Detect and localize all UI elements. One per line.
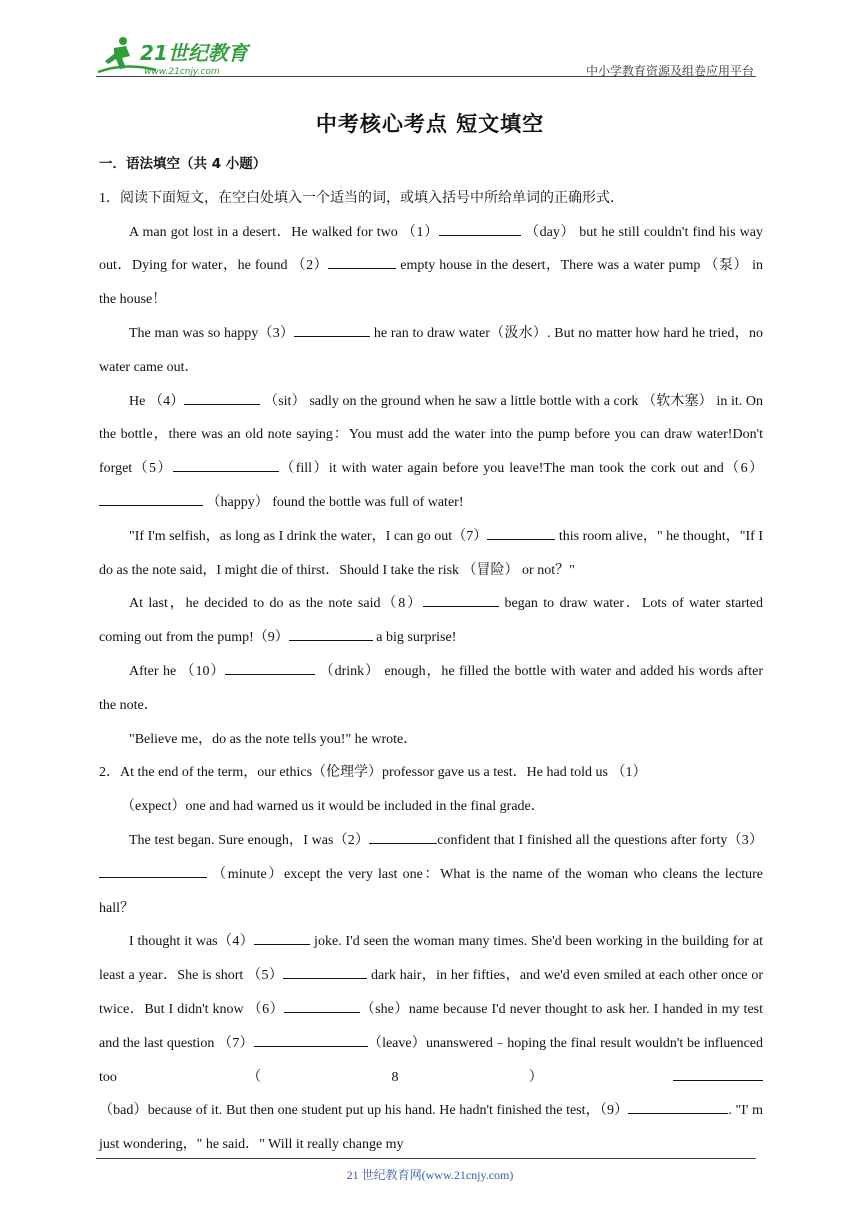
blank-7[interactable] [487,527,555,540]
section-heading: 一．语法填空（共 4 小题） [99,156,267,172]
page-title: 中考核心考点 短文填空 [315,112,545,136]
svg-text:www.21cnjy.com: www.21cnjy.com [144,67,220,77]
q2-paragraph-2: I thought it was（4） joke. I'd seen the woman many times. She'd been working in the building for at least a year．She is short （5） dark hair，in her fifties，and we'd even smiled at each other once or twice．But I didn't know （6） （she）name because I'd never thought to ask her. I handed in my test and the last question （7） （leave）unanswered﹣hoping the final result wouldn't be influenced too（8）（bad）because of it. But then one student put up his hand. He hadn't finished the test，（9） . "I' m just wondering，" he said．" Will it really change my [99,934,764,1153]
blank-2[interactable] [328,256,396,269]
q1-paragraph-6: After he （10） （drink） enough，he filled the bottle with water and added his words after the note． [99,663,763,713]
footer-divider [96,1158,756,1159]
document-body [99,148,763,1162]
q1-paragraph-1: A man got lost in a desert．He walked for two （1） （day） but he still couldn't find his way out．Dying for water，he found （2） empty house in the desert，There was a water pump （泵） in the house！ [99,224,763,308]
q2-blank-5[interactable] [283,966,367,979]
logo [96,36,266,78]
q1-instruction: 1．阅读下面短文，在空白处填入一个适当的词，或填入括号中所给单词的正确形式． [99,190,624,206]
q2-blank-6[interactable] [284,1000,360,1013]
platform-name: 中小学教育资源及组卷应用平台 [585,64,754,78]
q2-intro-cont: （expect）one and had warned us it would be included in the final grade． [121,799,545,815]
header-divider [96,76,756,77]
q2-blank-7[interactable] [254,1034,368,1047]
q2-paragraph-1: The test began. Sure enough，I was（2） confident that I finished all the questions after forty（3） （minute）except the very last one：What is the name of the woman who cleans the lecture hall？ [99,832,763,916]
blank-10[interactable] [225,662,315,675]
q2-blank-9[interactable] [628,1101,728,1114]
q1-paragraph-7: "Believe me，do as the note tells you!" he wrote． [129,731,418,747]
q2-blank-3[interactable] [99,865,207,878]
footer-link[interactable]: 21 世纪教育网(www.21cnjy.com) [346,1168,514,1182]
page-header [96,30,756,78]
blank-1[interactable] [439,223,521,236]
blank-8[interactable] [423,594,499,607]
q1-paragraph-5: At last，he decided to do as the note said（8） began to draw water．Lots of water started coming out from the pump!（9） a big surprise! [99,596,763,646]
q2-blank-2[interactable] [369,831,437,844]
q1-paragraph-4: "If I'm selfish，as long as I drink the water，I can go out（7） this room alive，" he thought，"If I do as the note said，I might die of thirst．Should I take the risk （冒险） or not？" [99,528,763,578]
blank-3[interactable] [294,324,370,337]
q2-blank-4[interactable] [254,932,310,945]
q1-paragraph-2: The man was so happy（3） he ran to draw water（汲水）. But no matter how hard he tried，no water came out． [99,325,763,375]
blank-5[interactable] [173,459,279,472]
blank-6[interactable] [99,493,203,506]
q2-blank-8[interactable] [673,1068,763,1081]
q1-paragraph-3: He （4） （sit） sadly on the ground when he saw a little bottle with a cork （软木塞） in it. On the bottle，there was an old note saying：You must add the water into the pump before you can draw water!Don't forget（5） （fill）it with water again before you leave!The man took the cork out and（6） （happy） found the bottle was full of water! [99,393,764,510]
svg-text:21世纪教育: 21世纪教育 [140,41,248,65]
blank-4[interactable] [184,392,260,405]
blank-9[interactable] [289,628,373,641]
q2-intro: 2．At the end of the term，our ethics（伦理学）professor gave us a test．He had told us （1） [99,765,647,781]
